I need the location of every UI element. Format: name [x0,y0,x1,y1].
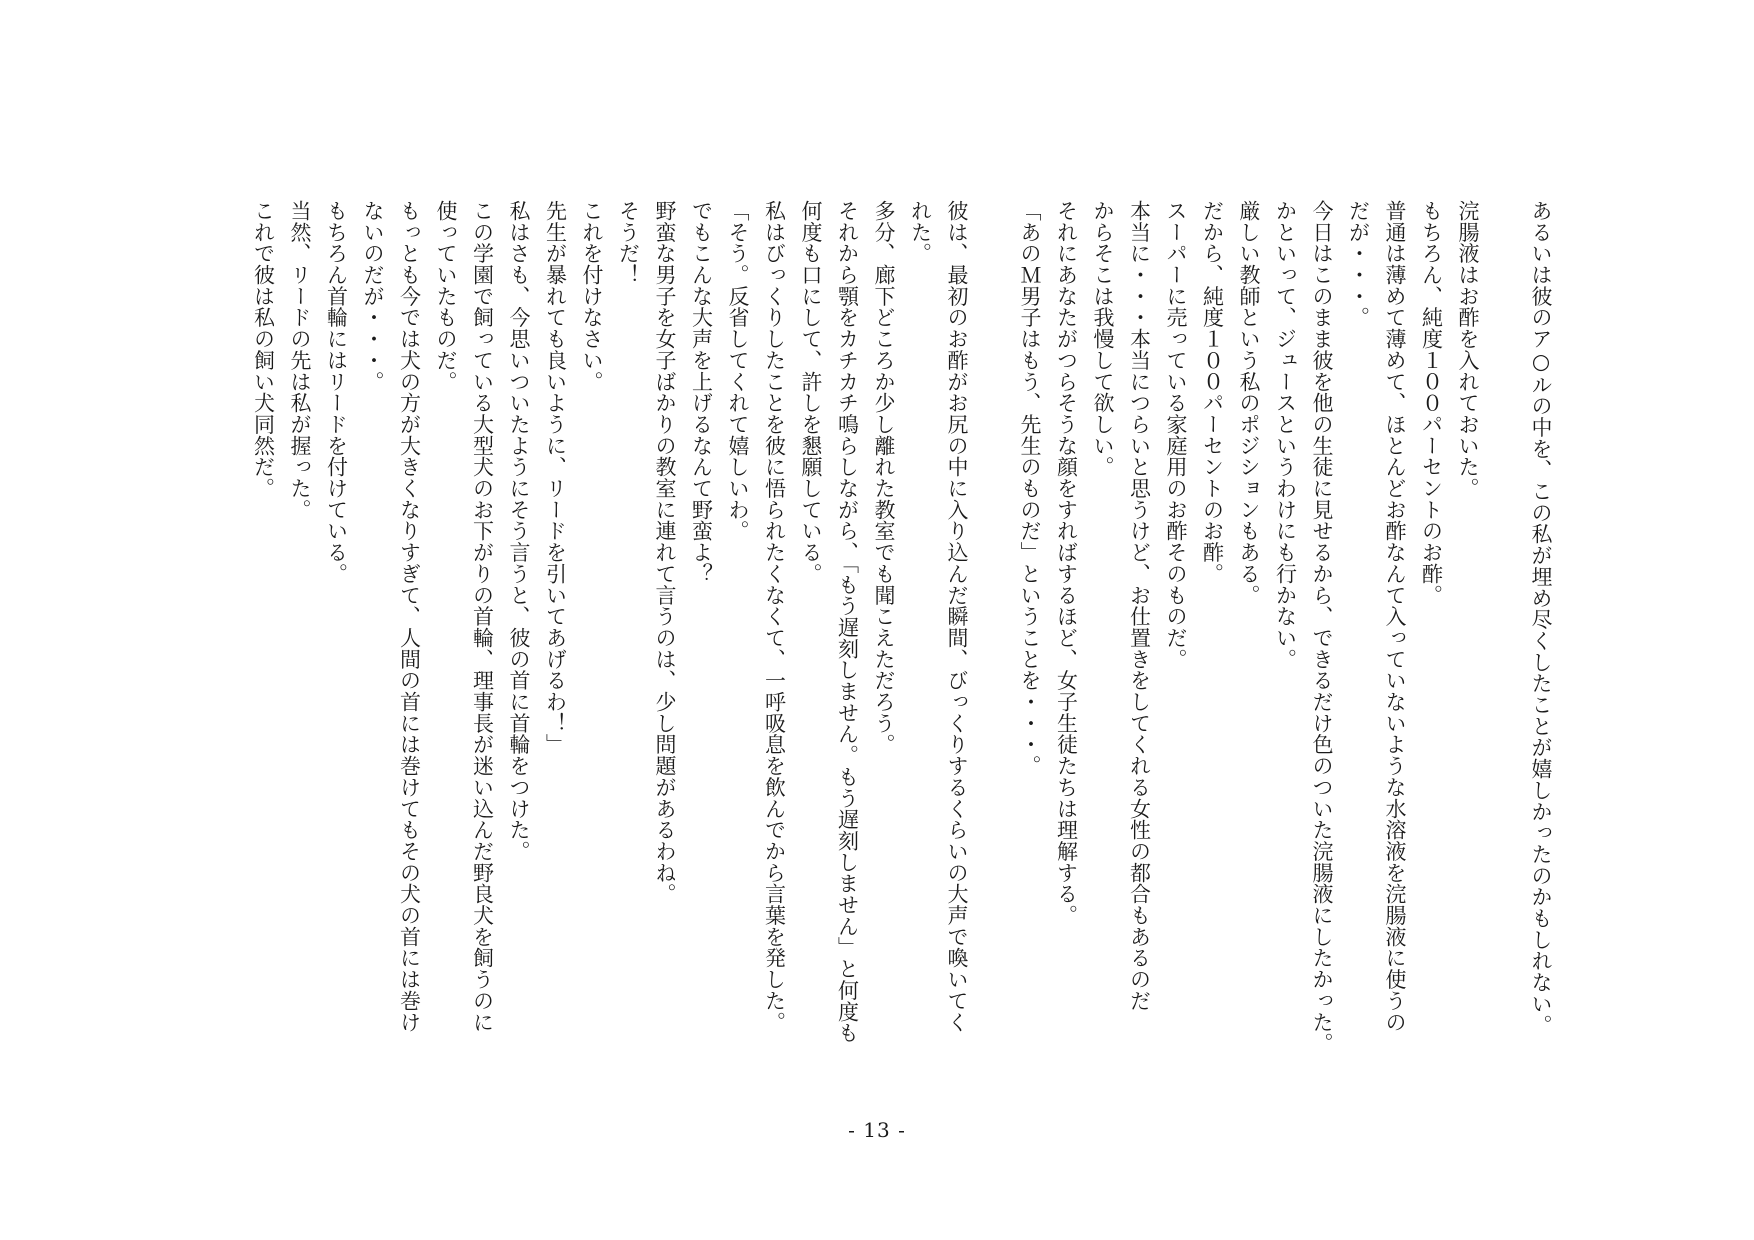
text-line: 私はびっくりしたことを彼に悟られたくなくて、一呼吸息を飲んでから言葉を発した。 [762,200,787,1033]
text-line: 本当に・・・本当につらいと思うけど、お仕置きをしてくれる女性の都合もあるのだ [1127,200,1152,1012]
text-line: 何度も口にして、許しを懇願している。 [799,200,823,585]
text-line: かといって、ジュースというわけにも行かない。 [1273,200,1298,670]
text-line: もっとも今では犬の方が大きくなりすぎて、人間の首には巻けてもその犬の首には巻け [397,200,422,1033]
text-line: それにあなたがつらそうな顔をすればするほど、女子生徒たちは理解する。 [1054,200,1079,926]
text-line: あるいは彼のア○ルの中を、この私が埋め尽くしたことが嬉しかったのかもしれない。 [1529,200,1553,1036]
text-line: ないのだが・・・。 [361,200,385,393]
text-line: からそこは我慢して欲しい。 [1091,200,1115,478]
text-line: 厳しい教師という私のポジションもある。 [1237,200,1261,606]
vertical-text-body [245,200,1559,1080]
text-line: もちろん首輪にはリードを付けている。 [324,200,349,585]
text-line: この学園で飼っている大型犬のお下がりの首輪、理事長が迷い込んだ野良犬を飼うのに [470,200,495,1033]
text-line: だが・・・。 [1346,200,1371,329]
text-line: 先生が暴れても良いように、リードを引いてあげるわ！」 [543,200,568,756]
text-line: 「そう。反省してくれて嬉しいわ。 [726,200,750,542]
text-line: これを付けなさい。 [580,200,604,393]
text-line: れた。 [908,200,933,265]
page-number: - 13 - [848,1118,906,1142]
text-line: スーパーに売っている家庭用のお酢そのものだ。 [1164,200,1188,670]
blank-line [1486,200,1523,1080]
text-line: もちろん、純度１００パーセントのお酢。 [1419,200,1444,606]
text-line: 今日はこのまま彼を他の生徒に見せるから、できるだけ色のついた浣腸液にしたかった。 [1310,200,1334,1054]
text-line: 「あのＭ男子はもう、先生のものだ」ということを・・・。 [1018,200,1042,777]
text-line: 野蛮な男子を女子ばかりの教室に連れて言うのは、少し問題があるわね。 [653,200,677,905]
text-line: だから、純度１００パーセントのお酢。 [1200,200,1225,585]
text-line: 私はさも、今思いついたようにそう言うと、彼の首に首輪をつけた。 [507,200,531,862]
text-line: 彼は、最初のお酢がお尻の中に入り込んだ瞬間、びっくりするくらいの大声で喚いてく [945,200,969,1033]
text-line: 普通は薄めて薄めて、ほとんどお酢なんて入っていないような水溶液を浣腸液に使うの [1383,200,1407,1033]
text-line: でもこんな大声を上げるなんて野蛮よ？ [689,200,714,585]
blank-line [975,200,1012,1080]
text-line: そうだ！ [616,200,641,286]
text-line: 多分、廊下どころか少し離れた教室でも聞こえただろう。 [872,200,896,756]
text-line: 使っていたものだ。 [434,200,458,393]
text-line: それから顎をカチカチ鳴らしながら、「もう遅刻しません。もう遅刻しません」と何度も [835,200,860,1044]
text-line: 浣腸液はお酢を入れておいた。 [1456,200,1480,499]
text-line: 当然、リードの先は私が握った。 [288,200,312,521]
text-line: これで彼は私の飼い犬同然だ。 [251,200,276,499]
